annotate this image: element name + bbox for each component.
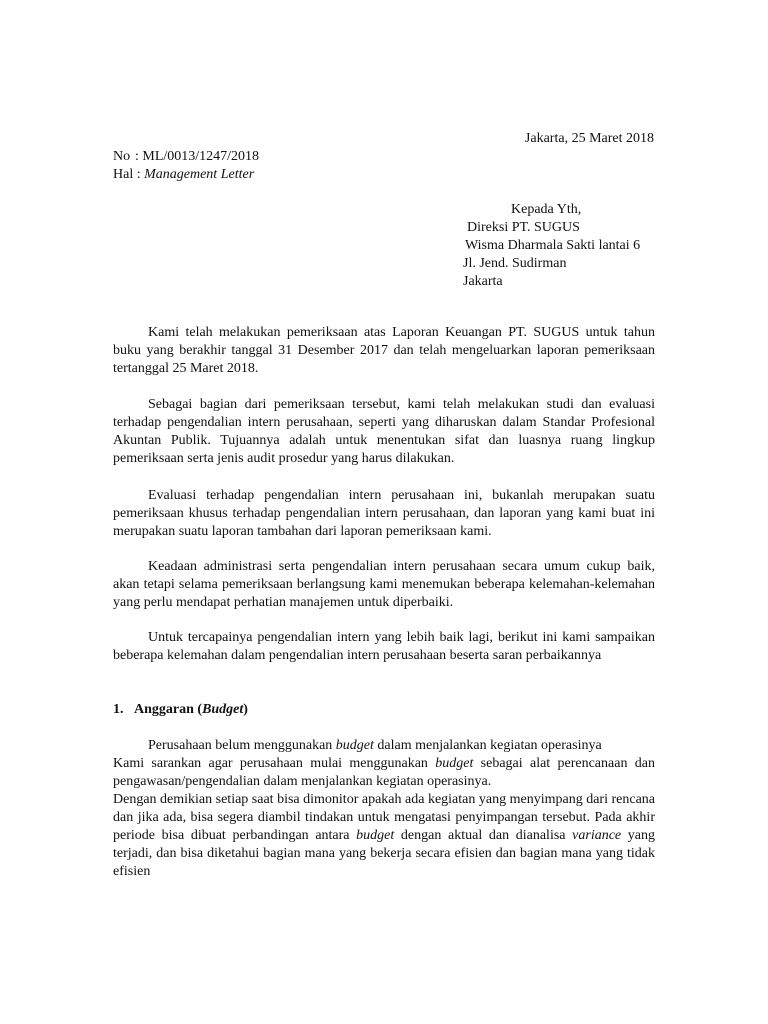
recipient-line3: Jl. Jend. Sudirman <box>463 256 567 271</box>
s2-text-b: budget <box>435 756 474 771</box>
number-value: : ML/0013/1247/2018 <box>135 149 260 164</box>
section-1-title-post: ) <box>243 702 248 717</box>
paragraph-1: Kami telah melakukan pemeriksaan atas Laporan Keuangan PT. SUGUS untuk tahun buku yang berakhir tanggal 31 Desember 2017 dan telah mengeluarkan laporan pemeriksaan tertanggal 25 Maret 2018. <box>113 325 655 376</box>
letter-number <box>113 148 259 166</box>
s3-text-b: budget <box>356 828 395 843</box>
s2-text-a: Kami sarankan agar perusahaan mulai menggunakan <box>113 756 436 771</box>
paragraph-2: Sebagai bagian dari pemeriksaan tersebut, kami telah melakukan studi dan evaluasi terhadap pengendalian intern perusahaan, seperti yang diharuskan dalam Standar Profesional Akuntan Publik. Tujuannya adalah untuk menentukan sifat dan luasnya ruang lingkup pemeriksaan serta jenis audit prosedur yang harus dilakukan. <box>113 397 655 466</box>
section-1-heading <box>113 701 248 719</box>
s2-text-c: sebagai alat perencanaan dan pengawasan/pengendalian dalam menjalankan kegiatan operasinya. <box>113 756 655 789</box>
section-1-title-italic: Budget <box>202 702 244 717</box>
s1-text-a: Perusahaan belum menggunakan <box>148 738 336 753</box>
subject-sep: : <box>136 167 145 182</box>
number-label: No <box>113 149 131 164</box>
s3-text-a: Dengan demikian setiap saat bisa dimonitor apakah ada kegiatan yang menyimpang dari rencana dan jika ada, bisa segera diambil tindakan untuk mengatasi penyimpangan tersebut. Pada akhir periode bisa dibuat perbandingan antara <box>113 792 655 843</box>
subject-value: Management Letter <box>144 167 255 182</box>
recipient-line1: Direksi PT. SUGUS <box>467 220 580 235</box>
s1-text-c: dalam menjalankan kegiatan operasinya <box>373 738 602 753</box>
section-1-sentence-1 <box>113 737 655 755</box>
section-1-sentence-3 <box>113 791 655 881</box>
s3-text-e: yang terjadi, dan bisa diketahui bagian mana yang bekerja secara efisien dan bagian mana yang tidak efisien <box>113 828 656 879</box>
section-1-title-pre: Anggaran ( <box>134 702 203 717</box>
paragraph-5: Untuk tercapainya pengendalian intern yang lebih baik lagi, berikut ini kami sampaikan beberapa kelemahan dalam pengendalian intern perusahaan beserta saran perbaikannya <box>113 630 655 663</box>
letter-subject <box>113 166 254 184</box>
s3-text-d: variance <box>572 828 622 843</box>
section-1-sentence-2 <box>113 755 655 791</box>
subject-label: Hal <box>113 167 134 182</box>
s3-text-c: dengan aktual dan dianalisa <box>394 828 573 843</box>
recipient-line2: Wisma Dharmala Sakti lantai 6 <box>465 238 641 253</box>
paragraph-4: Keadaan administrasi serta pengendalian intern perusahaan secara umum cukup baik, akan tetapi selama pemeriksaan berlangsung kami menemukan beberapa kelemahan-kelemahan yang perlu mendapat perhatian manajemen untuk diperbaiki. <box>113 559 655 610</box>
paragraph-3: Evaluasi terhadap pengendalian intern perusahaan ini, bukanlah merupakan suatu pemeriksaan khusus terhadap pengendalian intern perusahaan, dan laporan yang kami buat ini merupakan suatu laporan tambahan dari laporan pemeriksaan kami. <box>113 488 655 539</box>
s1-text-b: budget <box>335 738 374 753</box>
recipient-greeting: Kepada Yth, <box>511 202 582 217</box>
letter-date: Jakarta, 25 Maret 2018 <box>524 131 654 146</box>
recipient-line4: Jakarta <box>463 274 503 289</box>
section-1-number: 1. <box>113 702 124 717</box>
